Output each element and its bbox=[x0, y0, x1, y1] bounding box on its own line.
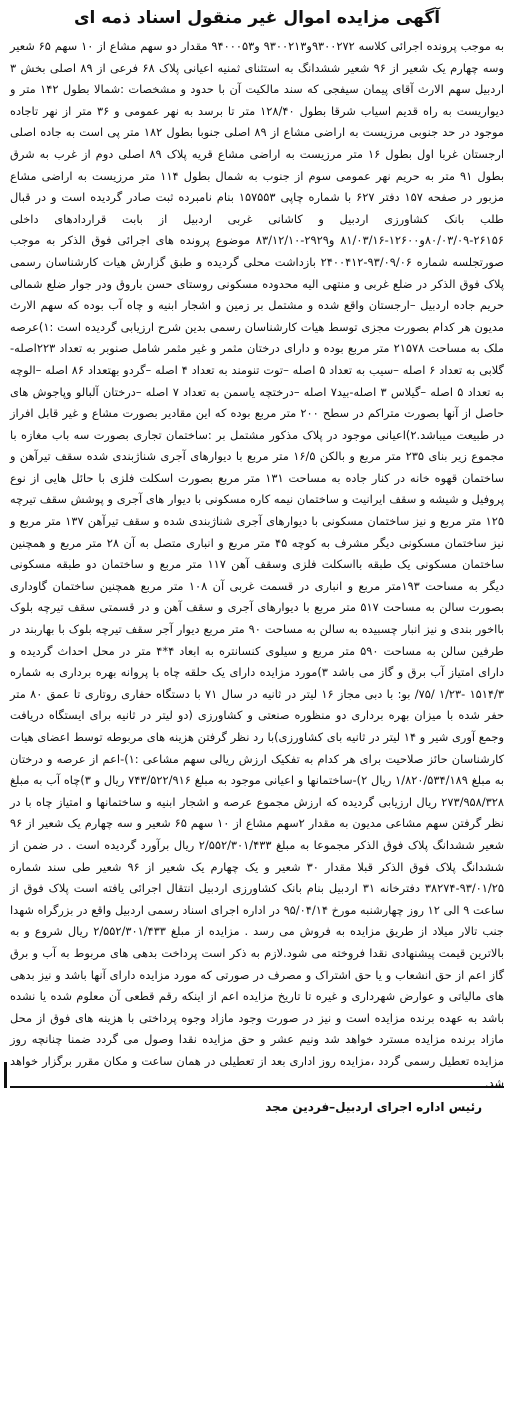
notice-signature: رئیس اداره اجرای اردبیل–فردین مجد bbox=[265, 1100, 482, 1115]
auction-notice bbox=[10, 4, 504, 1118]
frame-left-bar bbox=[4, 1062, 7, 1088]
notice-body: به موجب پرونده اجرائی کلاسه ۹۳۰۰۲۷۲و۹۳۰۰۲۱۳ و۹۴۰۰۰۵۳ مقدار دو سهم مشاع از ۱۰ سهم ۶۵ شعیر وسه چهارم یک شعیر از ۹۶ شعیر ششدانگ به استثنای ثمنیه اعیانی پلاک ۶۸ فرعی از ۸۹ اصلی بخش ۳ اردبیل سهم الارث آقای پیمان سیفجی که سند مالکیت آن با حدود و مشخصات :شمالا بطول ۱۴۲ متر و دیواریست به راه قدیم اسیاب شرقا بطول ۱۲۸/۴۰ متر تا برسد به نهر عمومی و ۳۶ متر از نهر تاجاده موجود در حد جنوبی مرزیست به اراضی مشاع از ۸۹ اصلی جنوبا بطول ۱۸۲ متر پی است به جاده اصلی ارجستان غربا اول بطول ۱۶ متر مرزیست به اراضی مشاع قریه پلاک ۸۹ اصلی دوم از غرب به شرق بطول ۹۱ متر به حریم نهر عمومی سوم از جنوب به شمال بطول ۱۱۴ متر مرزیست به اراضی مشاع مزبور در صفحه ۱۵۷ دفتر ۶۲۷ با شماره چاپی ۱۵۷۵۵۳ بنام نامبرده ثبت صادر گردیده است و در قبال طلب بانک کشاورزی اردبیل و کاشانی غربی اردبیل از بابت قراردادهای داخلی ۲۶۱۵۶-۸۰/۰۳/۰۹و۱۲۶۰۰-۸۱/۰۳/۱۶ و۲۹۲۹-۸۳/۱۲/۱۰ موضوع پرونده های اجرائی فوق الذکر به موجب صورتجلسه شماره ۹۳/۰۹/۰۶-۲۴۰۰۴۱۲ بازداشت محلی گردیده و طبق گزارش هیات کارشناسان رسمی پلاک فوق الذکر در ضلع غربی و منتهی الیه محدوده مسکونی روستای حسن باروق ودر جوار ضلع شمالی حریم جاده اردبیل –ارجستان واقع شده و مشتمل بر زمین و اشجار ابنیه و چاه آب بوده که سهم الارث مدیون هر کدام بصورت مجزی توسط هیات کارشناسان رسمی بدین شرح ارزیابی گردیده است :۱)عرصه ملک به مساحت ۲۱۵۷۸ متر مربع بوده و دارای درختان مثمر و غیر مثمر شامل صنوبر به تعداد ۲۲۳اصله-گلابی به تعداد ۶ اصله –سیب به تعداد ۵ اصله –توت تنومند به تعداد ۴ اصله –گردو بهتعداد ۸۶ اصله –الوچه به تعداد ۵ اصله –گیلاس ۳ اصله-بید۷ اصله –درختچه یاسمن به تعداد ۷ اصله –درختان آلبالو وپاجوش های حاصل از آنها بصورت متراکم در سطح ۲۰۰ متر مربع بوده که این مقادیر بصورت مشاع و غیر قابل افراز در طبیعت میباشد.۲)اعیانی موجود در پلاک مذکور مشتمل بر :ساختمان تجاری بصورت سه باب مغازه با مجموع زیر بنای ۲۳۵ متر مربع و بالکن ۱۶/۵ متر مربع با دیوارهای آجری شناژبندی شده سقف تیرآهن و ساختمان قهوه خانه در کنار جاده به مساحت ۱۳۱ متر مربع بصورت اسکلت فلزی با حائل هایی از نوع پروفیل و شیشه و سقف ایرانیت و ساختمان نیمه کاره مسکونی با دیوار های آجری و پوشش سقف تیرچه ۱۲۵ متر مربع و نیز ساختمان مسکونی با دیوارهای آجری شناژبندی شده و سقف تیرآهن ۱۳۷ متر مربع و نیز ساختمان مسکونی دیگر مشرف به کوچه ۴۵ متر مربع و انباری متصل به آن ۲۸ متر مربع و همچنین ساختمان مسکونی یک طبقه بااسکلت فلزی وسقف آهن ۱۱۷ متر مربع و ساختمان دو طبقه مسکونی دیگر به مساحت ۱۹۳متر مربع و انباری در قسمت غربی آن ۱۰۸ متر مربع همچنین ساختمان گاوداری بصورت سالن به مساحت ۵۱۷ متر مربع با دیوارهای آجری و سقف آهن و در قسمتی سقف تیرچه بلوک بااخور بندی و نیز انبار چسبیده به سالن به مساحت ۹۰ متر مربع دیوار آجر سقف تیرچه بلوک با بهاربند در طرفین سالن به مساحت ۵۹۰ متر مربع و سیلوی کنسانتره به ابعاد ۴*۴ متر در محل احداث گردیده و دارای امتیاز آب برق و گاز می باشد ۳)مورد مزایده دارای یک حلقه چاه با پروانه بهره برداری به شماره ۱۵۱۴/۳ -۱/۲۳ /۷۵/ بو: با دبی مجاز ۱۶ لیتر در ثانیه در سال ۷۱ با دستگاه حفاری روتاری تا عمق ۸۰ متر حفر شده با میزان بهره برداری دو منظوره صنعتی و کشاورزی (دو لیتر در ثانیه برای ایستگاه دریافت وجمع آوری شیر و ۱۴ لیتر در ثانیه بای کشاورزی)با رد نظر گرفتن هزینه های مربوطه توسط اعضای هیات کارشناسان حائز صلاحیت برای هر کدام به تفکیک ارزش ریالی سهم مشاعی :۱)-اعم از عرصه و درختان به مبلغ ۱/۸۲۰/۵۳۴/۱۸۹ ریال ۲)-ساختمانها و اعیانی موجود به مبلغ ۷۴۳/۵۲۲/۹۱۶ ریال و ۳)چاه آب به مبلغ ۲۷۳/۹۵۸/۳۲۸ ریال ارزیابی گردیده که ارزش مجموع عرصه و اشجار ابنیه و ساختمانها و امتیاز چاه با در نظر گرفتن سهم مشاعی مدیون به مقدار ۲سهم مشاع از ۱۰ سهم ۶۵ شعیر و سه چهارم یک شعیر از ۹۶ شعیر ششدانگ پلاک فوق الذکر مجموعا به مبلغ ۲/۵۵۲/۳۰۱/۴۳۳ ریال برآورد گردیده است . در ضمن از ششدانگ پلاک فوق الذکر قبلا مقدار ۳۰ شعیر و یک چهارم یک شعیر از ۹۶ شعیر طی سند شماره ۹۳/۰۱/۲۵-۳۸۲۷۴ دفترخانه ۳۱ اردبیل بنام بانک کشاورزی اردبیل انتقال اجرائی یافته است پلاک فوق از ساعت ۹ الی ۱۲ روز چهارشنبه مورخ ۹۵/۰۴/۱۴ در اداره اجرای اسناد رسمی اردبیل واقع در بزرگراه شهدا جنب تالار میلاد از طریق مزایده به فروش می رسد . مزایده از مبلغ ۲/۵۵۲/۳۰۱/۴۳۳ ریال شروع و به بالاترین قیمت پیشنهادی نقدا فروخته می شود.لازم به ذکر است پرداخت بدهی های مربوط به آب و برق گاز اعم از حق انشعاب و یا حق اشتراک و مصرف در صورتی که مورد مزایده دارای آنها باشد و نیز بدهی های مالیاتی و عوارض شهرداری و غیره تا تاریخ مزایده اعم از اینکه رقم قطعی آن معلوم شده یا نشده باشد به عهده برنده مزایده است و نیز در صورت وجود مازاد وجوه پرداختی با هزینه های فوق از محل مازاد برنده مزایده مسترد خواهد شد ونیم عشر و حق مزایده نقدا وصول می گردد ضمنا چنانچه روز مزایده تعطیل رسمی گردد ،مزایده روز اداری بعد از تعطیلی در همان ساعت و مکان مقرر برگزار خواهد شد. bbox=[10, 39, 505, 1090]
bottom-rule bbox=[10, 1086, 504, 1088]
notice-title: آگهی مزایده اموال غیر منقول اسناد ذمه ای bbox=[73, 8, 441, 28]
